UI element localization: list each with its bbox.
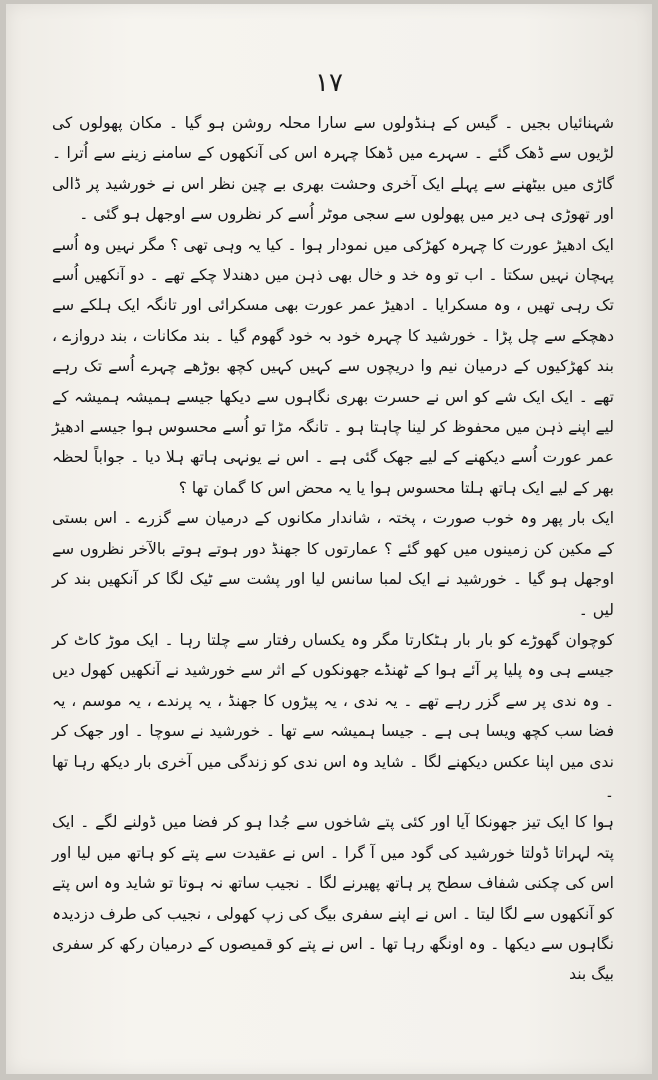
book-page <box>6 4 652 1074</box>
paragraph-3: ایک بار پھر وہ خوب صورت ، پختہ ، شاندار مکانوں کے درمیان سے گزرے ۔ اس بستی کے مکین کن زمینوں میں کھو گئے ؟ عمارتوں کا جھنڈ دور ہوتے ہوتے بالآخر نظروں سے اوجھل ہو گیا ۔ خورشید نے ایک لمبا سانس لیا اور پشت سے ٹیک لگا کر آنکھیں بند کر لیں ۔ <box>52 509 614 619</box>
page-number: ۱۷ <box>315 68 343 98</box>
body-text <box>52 108 614 990</box>
paragraph-4: کوچوان گھوڑے کو بار بار ہٹکارتا مگر وہ یکساں رفتار سے چلتا رہا ۔ ایک موڑ کاٹ کر جیسے ہی وہ پلیا پر آئے ہوا کے ٹھنڈے جھونکوں کے اثر سے خورشید نے آنکھیں کھول دیں ۔ وہ ندی پر سے گزر رہے تھے ۔ یہ ندی ، یہ پیڑوں کا جھنڈ ، یہ پرندے ، یہ موسم ، یہ فضا سب کچھ ویسا ہی ہے ۔ جیسا ہمیشہ سے تھا ۔ خورشید نے سوچا ۔ اور جھک کر ندی میں اپنا عکس دیکھنے لگا ۔ شاید وہ اس ندی کو زندگی میں آخری بار دیکھ رہا تھا ۔ <box>52 630 614 801</box>
paragraph-1: شہنائیاں بجیں ۔ گیس کے ہنڈولوں سے سارا محلہ روشن ہو گیا ۔ مکان پھولوں کی لڑیوں سے ڈھک گئے ۔ سہرے میں ڈھکا چہرہ اس کی آنکھوں کے سامنے زینے سے اُترا ۔ گاڑی میں بیٹھنے سے پہلے ایک آخری وحشت بھری بے چین نظر اس نے خورشید پر ڈالی اور تھوڑی ہی دیر میں پھولوں سے سجی موٹر اُسے کر نظروں سے اوجھل ہو گئی ۔ <box>52 114 614 224</box>
paragraph-5: ہوا کا ایک تیز جھونکا آیا اور کئی پتے شاخوں سے جُدا ہو کر فضا میں ڈولنے لگے ۔ ایک پتہ لہراتا ڈولتا خورشید کی گود میں آ گرا ۔ اس نے عقیدت سے پتے کو ہاتھ میں لیا اور اس کی چکنی شفاف سطح پر ہاتھ پھیرنے لگا ۔ نجیب ساتھ نہ ہوتا تو شاید وہ اس پتے کو آنکھوں سے لگا لیتا ۔ اس نے اپنے سفری بیگ کی زپ کھولی ، نجیب کی طرف دزدیدہ نگاہوں سے دیکھا ۔ وہ اونگھ رہا تھا ۔ اس نے پتے کو قمیصوں کے درمیان رکھ کر سفری بیگ بند <box>52 813 614 984</box>
paragraph-2: ایک ادھیڑ عورت کا چہرہ کھڑکی میں نمودار ہوا ۔ کیا یہ وہی تھی ؟ مگر نہیں وہ اُسے پہچان نہیں سکتا ۔ اب تو وہ خد و خال بھی ذہن میں دھندلا چکے تھے ۔ دو آنکھیں اُسے تک رہی تھیں ، وہ مسکرایا ۔ ادھیڑ عمر عورت بھی مسکرائی اور تانگہ ایک ہلکے سے دھچکے سے چل پڑا ۔ خورشید کا چہرہ خود بہ خود گھوم گیا ۔ بند مکانات ، بند دروازے ، بند کھڑکیوں کے درمیان نیم وا دریچوں سے کہیں کہیں کچھ بوڑھے چہرے اُسے تک رہے تھے ۔ ایک ایک شے کو اس نے حسرت بھری نگاہوں سے دیکھا جیسے ہمیشہ ہمیشہ کے لیے اپنے ذہن میں محفوظ کر لینا چاہتا ہو ۔ تانگہ مڑا تو اُسے محسوس ہوا جیسے ادھیڑ عمر عورت اُسے دیکھنے کے لیے جھک گئی ہے ۔ اس نے یونہی ہاتھ ہلا دیا ۔ جواباً لحظہ بھر کے لیے ایک ہاتھ ہلتا محسوس ہوا یا یہ محض اس کا گمان تھا ؟ <box>52 235 614 497</box>
